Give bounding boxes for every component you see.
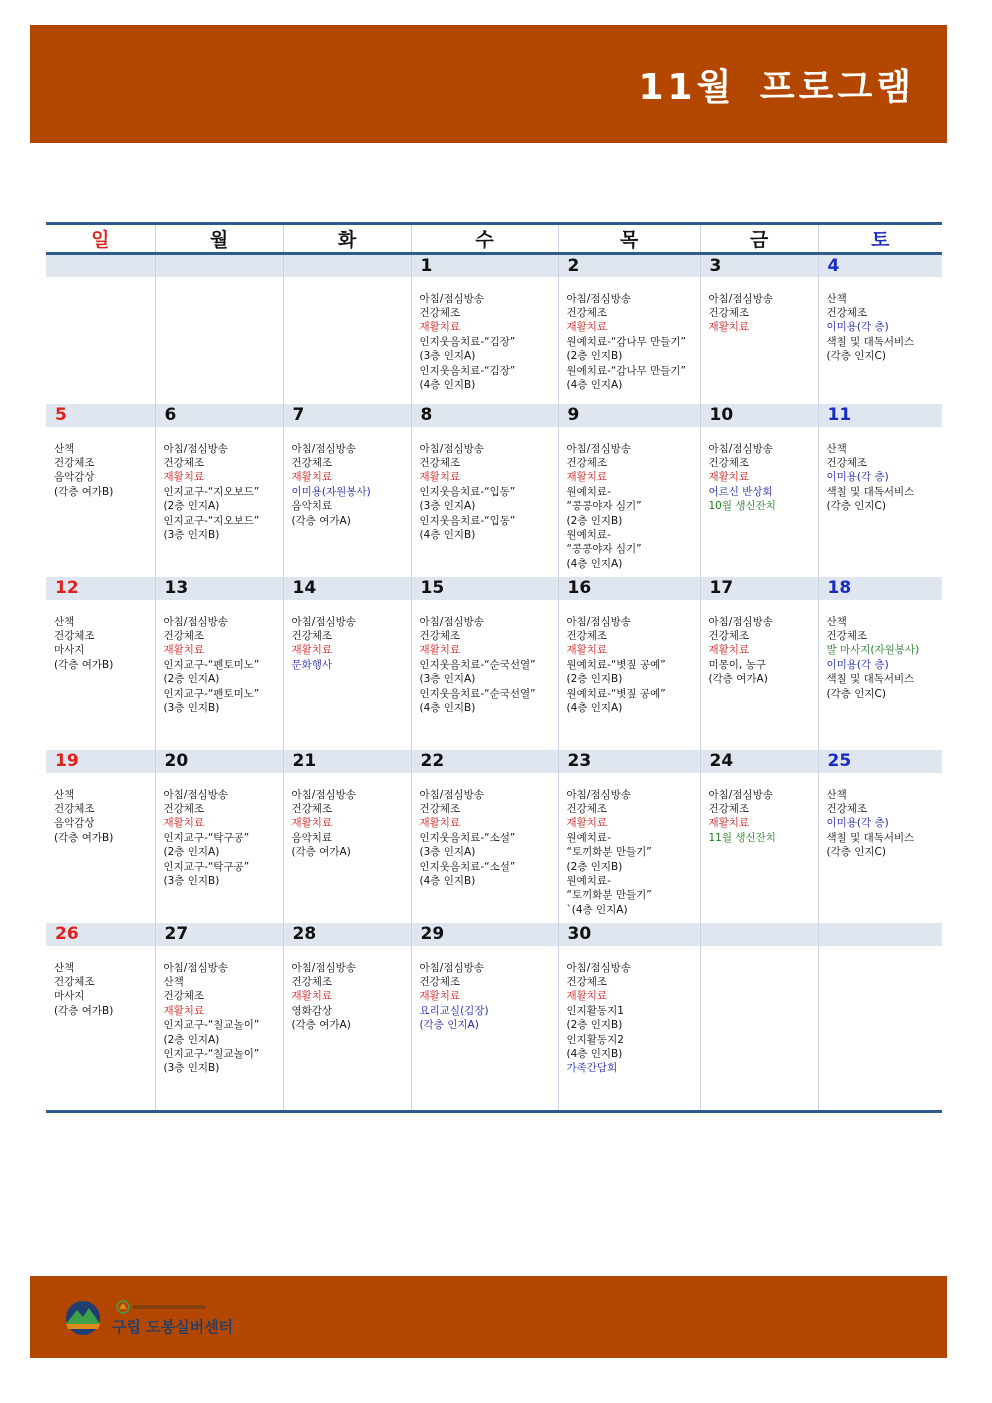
program-item: 산책: [54, 615, 75, 628]
day-cell: [155, 773, 283, 923]
program-item: 건강체조: [708, 629, 750, 642]
program-item: 미몽이, 농구: [708, 658, 766, 671]
day-cell: [818, 773, 942, 923]
program-item: 재활치료: [419, 990, 461, 1003]
program-item: (2층 인지A): [163, 500, 220, 513]
day-cell: [558, 600, 700, 750]
date-number: 8: [411, 404, 558, 427]
date-number: 13: [155, 577, 283, 600]
program-item: (각층 여가B): [54, 831, 114, 844]
program-item: 재활치료: [708, 644, 750, 657]
program-item: (3층 인지A): [419, 673, 476, 686]
date-row: [46, 750, 942, 773]
program-item: 아침/점심방송: [566, 442, 631, 455]
day-cell: [700, 773, 818, 923]
program-item: 아침/점심방송: [419, 442, 484, 455]
program-item: 문화행사: [291, 658, 333, 671]
day-cell: [411, 277, 558, 404]
day-cell: [46, 427, 155, 577]
program-item: 건강체조: [566, 629, 608, 642]
program-item: 산책: [826, 442, 847, 455]
day-cell: [558, 277, 700, 404]
date-number: 17: [700, 577, 818, 600]
weekday-header-row: [46, 224, 942, 254]
program-item: 인지교구-“지오보드”: [163, 485, 260, 498]
program-item: 인지웃음치료-“입동”: [419, 485, 516, 498]
program-item: 아침/점심방송: [419, 292, 484, 305]
program-row: [46, 277, 942, 404]
weekday-monday: 월: [155, 224, 283, 254]
program-item: 인지교구-“칠교놀이”: [163, 1047, 260, 1060]
program-item: 재활치료: [566, 817, 608, 830]
program-item: 아침/점심방송: [291, 961, 356, 974]
program-item: 건강체조: [826, 456, 868, 469]
program-item: 어르신 반상회: [708, 485, 773, 498]
program-item: 인지활동지1: [566, 1004, 624, 1017]
program-item: 색칠 및 대독서비스: [826, 673, 915, 686]
program-item: 재활치료: [708, 471, 750, 484]
program-item: (2층 인지A): [163, 846, 220, 859]
program-item: 건강체조: [291, 975, 333, 988]
weekday-wednesday: 수: [411, 224, 558, 254]
program-item: 음악치료: [291, 500, 333, 513]
date-number: 24: [700, 750, 818, 773]
program-row: [46, 600, 942, 750]
date-number: [283, 254, 411, 277]
date-number: 26: [46, 923, 155, 946]
program-item: (3층 인지A): [419, 350, 476, 363]
program-item: 건강체조: [419, 456, 461, 469]
date-row: [46, 923, 942, 946]
program-item: 인지웃음치료-“순국선열”: [419, 687, 536, 700]
date-number: 12: [46, 577, 155, 600]
date-number: 30: [558, 923, 700, 946]
date-number: [700, 923, 818, 946]
program-item: 건강체조: [566, 802, 608, 815]
program-item: (각층 인지C): [826, 687, 886, 700]
program-item: 아침/점심방송: [708, 615, 773, 628]
program-item: 마사지: [54, 644, 85, 657]
program-item: 이미용(각 층): [826, 471, 889, 484]
date-number: 6: [155, 404, 283, 427]
program-item: 아침/점심방송: [163, 615, 228, 628]
program-item: 인지웃음치료-“소설”: [419, 860, 516, 873]
date-number: 23: [558, 750, 700, 773]
program-item: (4층 인지B): [419, 701, 476, 714]
program-item: 아침/점심방송: [708, 442, 773, 455]
header-band: [30, 25, 947, 143]
program-item: 건강체조: [291, 629, 333, 642]
program-item: 건강체조: [708, 306, 750, 319]
program-item: (각층 인지C): [826, 350, 886, 363]
program-item: 재활치료: [291, 990, 333, 1003]
program-item: 아침/점심방송: [419, 615, 484, 628]
day-cell: [283, 773, 411, 923]
program-item: 건강체조: [826, 802, 868, 815]
date-number: 18: [818, 577, 942, 600]
day-cell: [46, 773, 155, 923]
weekday-tuesday: 화: [283, 224, 411, 254]
program-item: (4층 인지B): [419, 378, 476, 391]
weekday-saturday: 토: [818, 224, 942, 254]
program-item: 원예치료-: [566, 528, 611, 541]
program-item: (각층 여가A): [291, 514, 351, 527]
program-item: 마사지: [54, 990, 85, 1003]
weekday-sunday: 일: [46, 224, 155, 254]
program-item: (2층 인지B): [566, 514, 623, 527]
program-item: 아침/점심방송: [419, 788, 484, 801]
program-item: 건강체조: [566, 456, 608, 469]
program-item: 재활치료: [163, 1004, 205, 1017]
program-item: 건강체조: [708, 802, 750, 815]
program-item: 건강체조: [826, 629, 868, 642]
program-item: 재활치료: [566, 471, 608, 484]
program-item: 이미용(자원봉사): [291, 485, 371, 498]
program-item: (각층 여가B): [54, 485, 114, 498]
date-row: [46, 404, 942, 427]
day-cell: [818, 946, 942, 1112]
program-item: 건강체조: [419, 975, 461, 988]
program-item: 건강체조: [54, 629, 95, 642]
weekday-friday: 금: [700, 224, 818, 254]
program-item: 원예치료-“볏짚 공예”: [566, 687, 666, 700]
program-item: 건강체조: [54, 456, 95, 469]
day-cell: [411, 427, 558, 577]
program-item: (각층 여가B): [54, 1004, 114, 1017]
program-item: 재활치료: [419, 471, 461, 484]
program-item: 아침/점심방송: [566, 788, 631, 801]
program-item: 인지교구-“탁구공”: [163, 860, 250, 873]
program-item: 원예치료-: [566, 485, 611, 498]
date-number: 14: [283, 577, 411, 600]
program-item: 재활치료: [419, 321, 461, 334]
program-item: 산책: [826, 615, 847, 628]
program-item: 이미용(각 층): [826, 658, 889, 671]
center-logo-icon: [62, 1298, 104, 1336]
program-item: 아침/점심방송: [291, 442, 356, 455]
program-row: [46, 773, 942, 923]
program-item: 이미용(각 층): [826, 321, 889, 334]
day-cell: [283, 427, 411, 577]
page-title: 11월 프로그램: [638, 67, 915, 108]
day-cell: [411, 600, 558, 750]
program-item: 원예치료-“감나무 만들기”: [566, 335, 686, 348]
program-item: (각층 인지C): [826, 846, 886, 859]
program-item: 재활치료: [163, 644, 205, 657]
day-cell: [700, 427, 818, 577]
program-item: 음악치료: [291, 831, 333, 844]
footer-band: [30, 1276, 947, 1358]
program-item: 인지교구-“펜토미노”: [163, 658, 260, 671]
program-item: 아침/점심방송: [566, 292, 631, 305]
program-item: 인지웃음치료-“입동”: [419, 514, 516, 527]
program-item: “토끼화분 만들기”: [566, 846, 652, 859]
program-item: 아침/점심방송: [163, 961, 228, 974]
program-item: 인지웃음치료-“김장”: [419, 364, 516, 377]
date-number: 21: [283, 750, 411, 773]
program-item: 아침/점심방송: [291, 615, 356, 628]
date-number: 2: [558, 254, 700, 277]
program-item: 산책: [54, 788, 75, 801]
program-item: “토끼화분 만들기”: [566, 889, 652, 902]
program-item: 인지웃음치료-“김장”: [419, 335, 516, 348]
program-item: 건강체조: [708, 456, 750, 469]
date-row: [46, 577, 942, 600]
program-item: 건강체조: [163, 456, 205, 469]
program-item: 건강체조: [826, 306, 868, 319]
program-row: [46, 946, 942, 1112]
day-cell: [46, 277, 155, 404]
date-number: 9: [558, 404, 700, 427]
program-item: “콩콩야자 심기”: [566, 500, 642, 513]
program-item: 아침/점심방송: [291, 788, 356, 801]
day-cell: [411, 773, 558, 923]
program-item: 재활치료: [566, 990, 608, 1003]
day-cell: [700, 600, 818, 750]
date-number: 20: [155, 750, 283, 773]
program-item: 발 마사지(자원봉사): [826, 644, 920, 657]
program-item: (각층 여가A): [291, 846, 351, 859]
day-cell: [700, 946, 818, 1112]
program-item: 건강체조: [163, 802, 205, 815]
program-item: (4층 인지A): [566, 378, 623, 391]
date-number: 28: [283, 923, 411, 946]
program-row: [46, 427, 942, 577]
day-cell: [155, 946, 283, 1112]
program-item: 아침/점심방송: [419, 961, 484, 974]
program-item: 색칠 및 대독서비스: [826, 335, 915, 348]
program-item: 재활치료: [566, 321, 608, 334]
date-number: 11: [818, 404, 942, 427]
program-item: 원예치료-: [566, 831, 611, 844]
calendar-table: [46, 222, 942, 1113]
program-item: 이미용(각 층): [826, 817, 889, 830]
program-item: (각층 인지C): [826, 500, 886, 513]
day-cell: [283, 277, 411, 404]
program-item: 인지교구-“칠교놀이”: [163, 1019, 260, 1032]
program-item: (각층 여가A): [291, 1019, 351, 1032]
program-item: (각층 여가A): [708, 673, 768, 686]
date-number: 29: [411, 923, 558, 946]
program-item: 11월 생신잔치: [708, 831, 776, 844]
program-item: (각층 여가B): [54, 658, 114, 671]
program-item: (3층 인지B): [163, 1062, 220, 1075]
program-item: 색칠 및 대독서비스: [826, 831, 915, 844]
day-cell: [558, 773, 700, 923]
date-number: 22: [411, 750, 558, 773]
day-cell: [558, 946, 700, 1112]
program-item: (2층 인지B): [566, 350, 623, 363]
program-item: 재활치료: [163, 817, 205, 830]
program-item: 색칠 및 대독서비스: [826, 485, 915, 498]
program-item: 재활치료: [163, 471, 205, 484]
day-cell: [558, 427, 700, 577]
program-item: `(4층 인지A): [566, 903, 628, 916]
program-item: 건강체조: [566, 975, 608, 988]
program-item: 인지교구-“탁구공”: [163, 831, 250, 844]
program-item: 가족간담회: [566, 1062, 618, 1075]
program-item: 아침/점심방송: [708, 788, 773, 801]
program-item: 산책: [826, 292, 847, 305]
program-item: 산책: [826, 788, 847, 801]
day-cell: [411, 946, 558, 1112]
program-item: 인지웃음치료-“순국선열”: [419, 658, 536, 671]
program-item: 인지교구-“지오보드”: [163, 514, 260, 527]
program-item: 원예치료-“볏짚 공예”: [566, 658, 666, 671]
date-number: 4: [818, 254, 942, 277]
program-item: (4층 인지B): [419, 528, 476, 541]
day-cell: [155, 600, 283, 750]
program-item: 건강체조: [54, 975, 95, 988]
program-item: 10월 생신잔치: [708, 500, 776, 513]
program-item: 재활치료: [708, 321, 750, 334]
program-item: 산책: [54, 961, 75, 974]
program-item: 재활치료: [291, 471, 333, 484]
date-number: 19: [46, 750, 155, 773]
program-item: 아침/점심방송: [163, 442, 228, 455]
day-cell: [46, 600, 155, 750]
program-item: 아침/점심방송: [566, 615, 631, 628]
date-number: [46, 254, 155, 277]
program-item: (2층 인지A): [163, 673, 220, 686]
program-item: 건강체조: [566, 306, 608, 319]
program-item: 인지교구-“펜토미노”: [163, 687, 260, 700]
program-item: 음악감상: [54, 471, 95, 484]
program-item: 인지활동지2: [566, 1033, 624, 1046]
program-item: 재활치료: [291, 817, 333, 830]
date-number: 3: [700, 254, 818, 277]
program-item: 재활치료: [291, 644, 333, 657]
day-cell: [700, 277, 818, 404]
program-item: 음악감상: [54, 817, 95, 830]
program-item: 인지웃음치료-“소설”: [419, 831, 516, 844]
program-item: (2층 인지B): [566, 673, 623, 686]
weekday-thursday: 목: [558, 224, 700, 254]
date-number: 15: [411, 577, 558, 600]
day-cell: [155, 277, 283, 404]
day-cell: [46, 946, 155, 1112]
day-cell: [818, 600, 942, 750]
program-item: 건강체조: [419, 802, 461, 815]
program-item: (4층 인지A): [566, 557, 623, 570]
day-cell: [155, 427, 283, 577]
program-item: 건강체조: [291, 456, 333, 469]
date-number: 16: [558, 577, 700, 600]
day-cell: [283, 946, 411, 1112]
date-number: 10: [700, 404, 818, 427]
program-item: 건강체조: [419, 629, 461, 642]
program-item: (2층 인지B): [566, 860, 623, 873]
program-item: “콩콩야자 심기”: [566, 543, 642, 556]
program-item: (3층 인지A): [419, 500, 476, 513]
program-item: 건강체조: [54, 802, 95, 815]
program-item: 건강체조: [163, 629, 205, 642]
program-item: (4층 인지B): [419, 874, 476, 887]
program-item: (4층 인지B): [566, 1047, 623, 1060]
program-item: (3층 인지A): [419, 846, 476, 859]
calendar-body: [46, 254, 942, 1112]
program-item: 원예치료-: [566, 874, 611, 887]
program-item: 재활치료: [708, 817, 750, 830]
day-cell: [283, 600, 411, 750]
date-number: 1: [411, 254, 558, 277]
program-item: (4층 인지A): [566, 701, 623, 714]
program-item: 요리교실(김장): [419, 1004, 489, 1017]
program-item: 아침/점심방송: [566, 961, 631, 974]
program-item: 영화감상: [291, 1004, 333, 1017]
program-item: 산책: [54, 442, 75, 455]
program-item: (2층 인지A): [163, 1033, 220, 1046]
date-number: 25: [818, 750, 942, 773]
date-number: 5: [46, 404, 155, 427]
program-item: (각층 인지A): [419, 1019, 479, 1032]
program-item: 산책: [163, 975, 184, 988]
program-item: 건강체조: [291, 802, 333, 815]
program-item: 건강체조: [163, 990, 205, 1003]
program-item: 건강체조: [419, 306, 461, 319]
date-number: 7: [283, 404, 411, 427]
district-logo-icon: [116, 1300, 208, 1314]
program-item: 재활치료: [419, 644, 461, 657]
program-item: (3층 인지B): [163, 874, 220, 887]
program-item: (3층 인지B): [163, 701, 220, 714]
program-item: (3층 인지B): [163, 528, 220, 541]
date-number: [818, 923, 942, 946]
program-item: (2층 인지B): [566, 1019, 623, 1032]
program-item: 재활치료: [566, 644, 608, 657]
program-item: 아침/점심방송: [708, 292, 773, 305]
day-cell: [818, 277, 942, 404]
program-item: 재활치료: [419, 817, 461, 830]
date-number: 27: [155, 923, 283, 946]
center-name: 구립 도봉실버센터: [112, 1318, 234, 1336]
date-row: [46, 254, 942, 277]
program-item: 원예치료-“감나무 만들기”: [566, 364, 686, 377]
day-cell: [818, 427, 942, 577]
program-item: 아침/점심방송: [163, 788, 228, 801]
date-number: [155, 254, 283, 277]
